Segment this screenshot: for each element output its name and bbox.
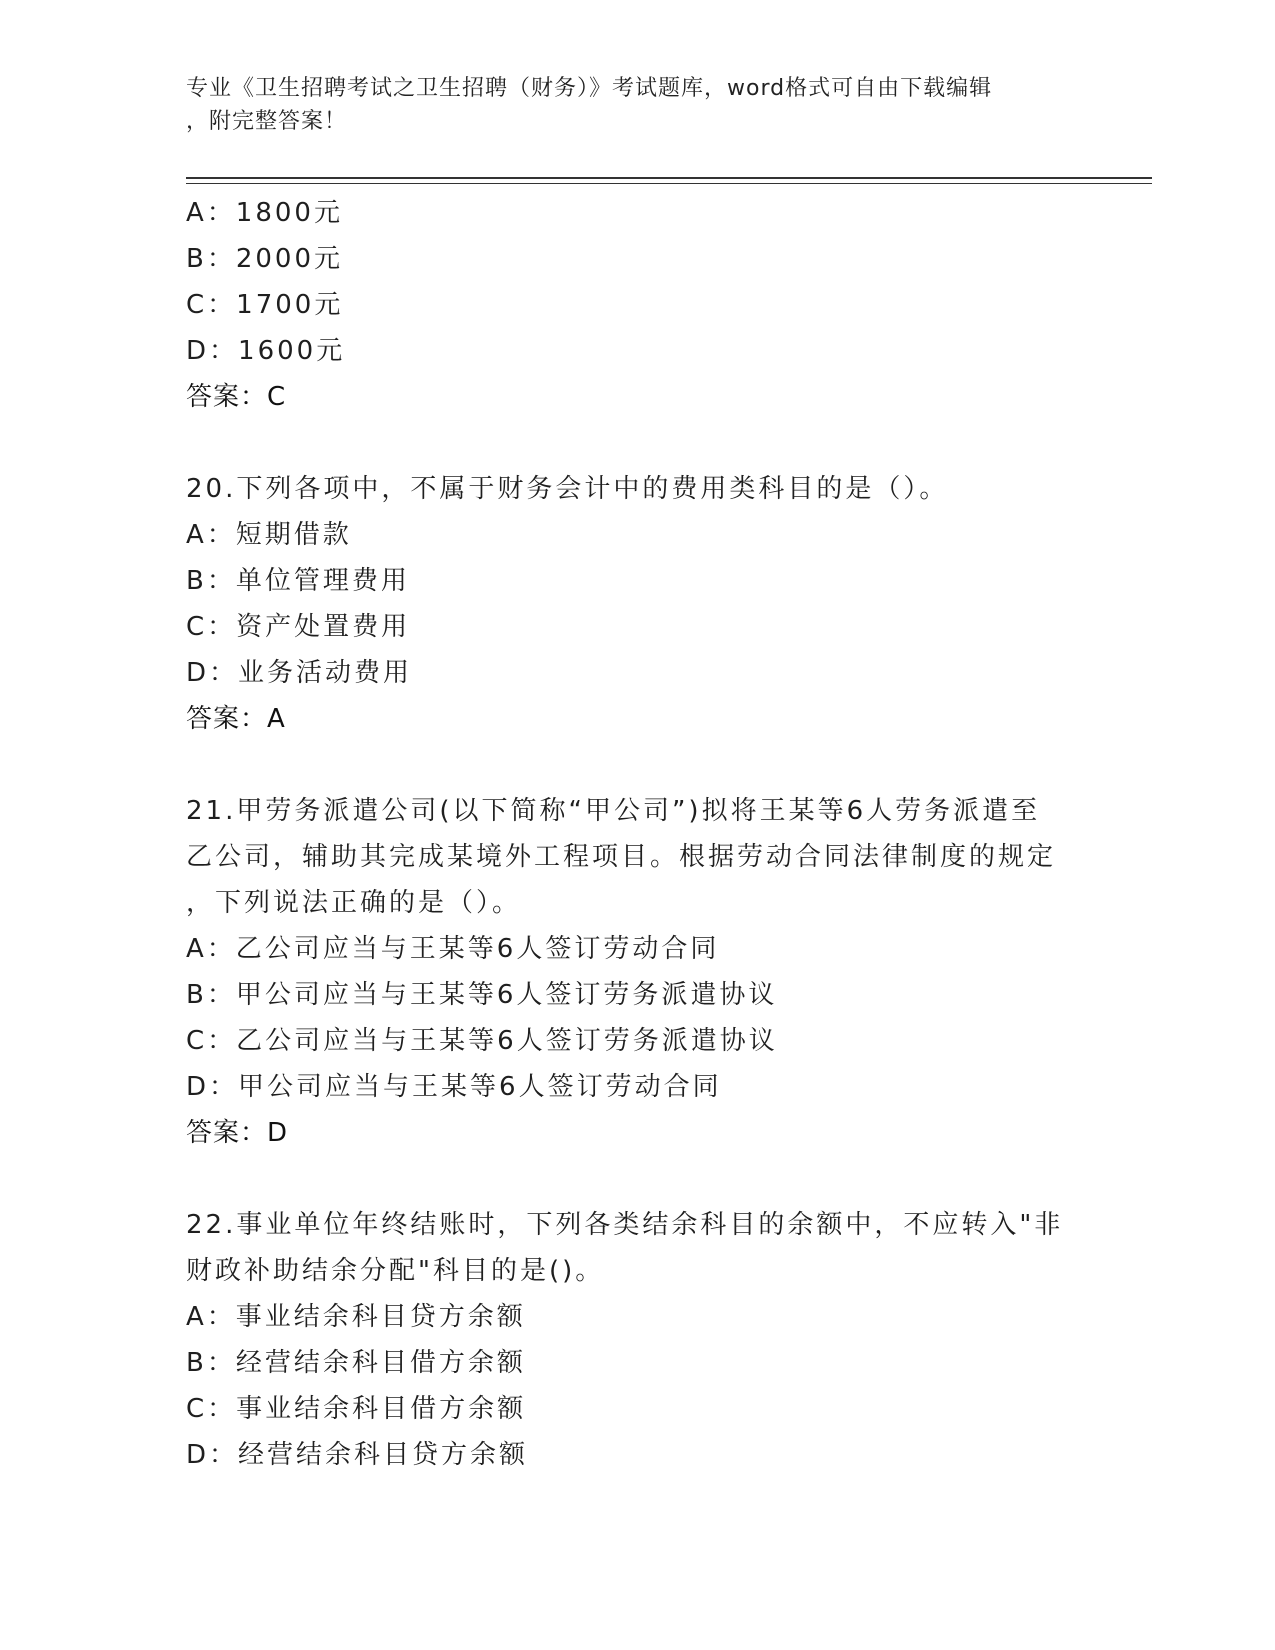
question-text-line-1: 22.事业单位年终结账时，下列各类结余科目的余额中，不应转入"非 [186, 1210, 1064, 1240]
spacer [186, 742, 1086, 788]
header-line-1: 专业《卫生招聘考试之卫生招聘（财务）》考试题库，word格式可自由下载编辑 [186, 76, 993, 101]
option-b: B：单位管理费用 [186, 566, 410, 596]
option-c: C：乙公司应当与王某等6人签订劳务派遣协议 [186, 1026, 778, 1056]
question-text-line-3: ，下列说法正确的是（）。 [186, 888, 522, 918]
option-d: D：1600元 [186, 336, 346, 366]
answer-line: 答案：A [186, 704, 286, 734]
question-19-continued [186, 190, 1086, 420]
spacer [186, 420, 1086, 466]
question-text-line-2: 乙公司，辅助其完成某境外工程项目。根据劳动合同法律制度的规定 [186, 842, 1057, 872]
document-header [186, 72, 1086, 138]
question-text-line-2: 财政补助结余分配"科目的是()。 [186, 1256, 605, 1286]
option-a: A：短期借款 [186, 520, 352, 550]
answer-line: 答案：C [186, 382, 287, 412]
question-text: 20.下列各项中，不属于财务会计中的费用类科目的是（）。 [186, 474, 949, 504]
option-a: A：1800元 [186, 198, 343, 228]
option-c: C：1700元 [186, 290, 344, 320]
option-d: D：业务活动费用 [186, 658, 413, 688]
header-line-2: ，附完整答案！ [186, 109, 348, 134]
question-list [186, 190, 1086, 1478]
option-b: B：甲公司应当与王某等6人签订劳务派遣协议 [186, 980, 778, 1010]
header-divider-top [186, 177, 1152, 179]
option-c: C：资产处置费用 [186, 612, 411, 642]
question-21 [186, 788, 1086, 1156]
option-d: D：甲公司应当与王某等6人签订劳动合同 [186, 1072, 722, 1102]
option-b: B：经营结余科目借方余额 [186, 1348, 526, 1378]
question-20 [186, 466, 1086, 742]
option-b: B：2000元 [186, 244, 344, 274]
option-d: D：经营结余科目贷方余额 [186, 1440, 529, 1470]
option-a: A：乙公司应当与王某等6人签订劳动合同 [186, 934, 720, 964]
header-divider-bottom [186, 183, 1152, 184]
answer-line: 答案：D [186, 1118, 289, 1148]
question-22 [186, 1202, 1086, 1478]
question-text-line-1: 21.甲劳务派遣公司(以下简称“甲公司”)拟将王某等6人劳务派遣至 [186, 796, 1041, 826]
option-c: C：事业结余科目借方余额 [186, 1394, 527, 1424]
option-a: A：事业结余科目贷方余额 [186, 1302, 526, 1332]
spacer [186, 1156, 1086, 1202]
